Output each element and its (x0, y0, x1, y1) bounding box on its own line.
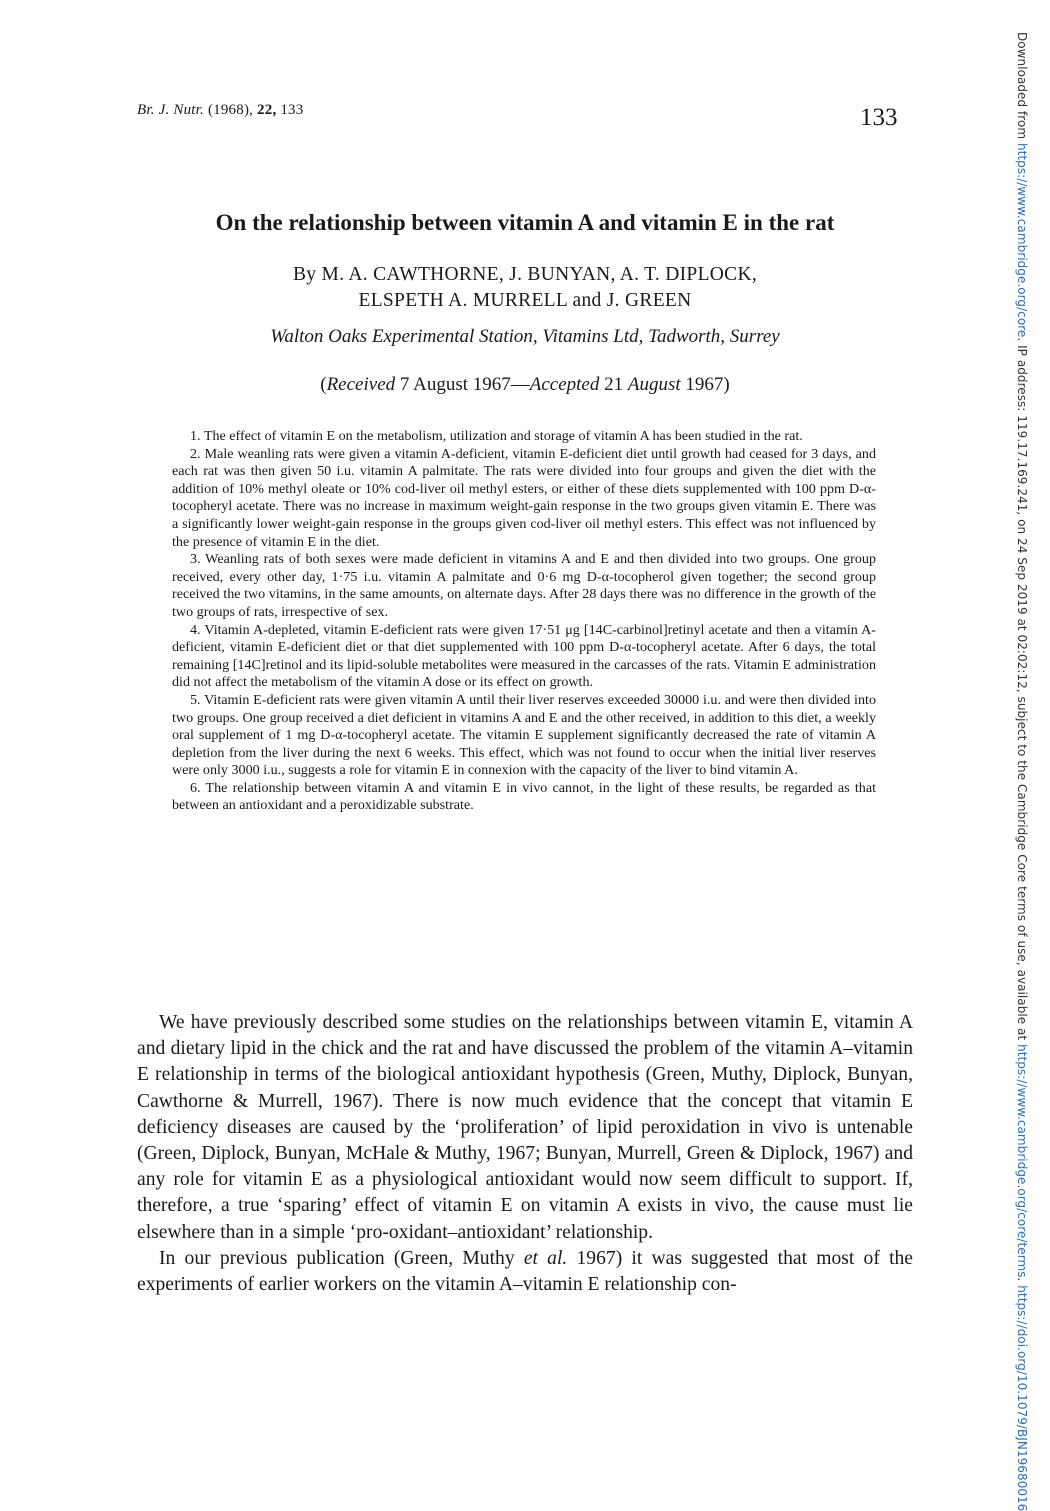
journal-page: 133 (280, 102, 304, 118)
received-open: ( (320, 374, 327, 395)
journal-reference (137, 102, 303, 119)
doi-link[interactable]: https://doi.org/10.1079/BJN19680016 (1015, 1285, 1029, 1511)
received-label: Received (326, 374, 396, 395)
download-notice (1015, 32, 1029, 1511)
et-al: et al. (523, 1247, 568, 1269)
accepted-month: August (627, 374, 681, 395)
abstract-point-1: 1. The effect of vitamin E on the metabolism, utilization and storage of vitamin A has been studied in the rat. (190, 428, 803, 444)
accepted-year: 1967) (680, 374, 730, 395)
paragraph-2-start: In our previous publication (Green, Muthy (159, 1247, 524, 1269)
main-text (137, 1010, 913, 1298)
author-line-2: ELSPETH A. MURRELL and J. GREEN (358, 290, 692, 311)
page-number: 133 (860, 104, 898, 131)
abstract-point-3: 3. Weanling rats of both sexes were made deficient in vitamins A and E and then divided into two groups. One group received, every other day, 1·75 i.u. vitamin A palmitate and 0·6 mg D-α-tocopherol given together; the second group received the two vitamins, in the same amounts, on alternate days. After 28 days there was no difference in the growth of the two groups of rats, irrespective of sex. (172, 551, 876, 620)
abstract-point-6: 6. The relationship between vitamin A and vitamin E in vivo cannot, in the light of these results, be regarded as that between an antioxidant and a peroxidizable substrate. (172, 779, 876, 814)
download-prefix: Downloaded from (1015, 32, 1029, 144)
paragraph-2-end: 1967) it was suggested that most of the experiments of earlier workers on the vitamin A–vitamin E relationship con- (137, 1247, 914, 1296)
accepted-day: 21 (599, 374, 628, 395)
accepted-label: Accepted (529, 374, 600, 395)
notice-separator: . (1015, 1277, 1029, 1286)
journal-name: Br. J. Nutr. (137, 102, 204, 118)
affiliation: Walton Oaks Experimental Station, Vitamins Ltd, Tadworth, Surrey (270, 326, 780, 347)
abstract-point-5: 5. Vitamin E-deficient rats were given vitamin A until their liver reserves exceeded 30000 i.u. and were then divided into two groups. One group received a diet deficient in vitamins A and E and the other received, in addition to this diet, a weekly oral supplement of 1 mg D-α-tocopheryl acetate. The vitamin E supplement significantly decreased the rate of vitamin A depletion from the liver during the next 6 weeks. This effect, which was not found to occur when the initial liver reserves were only 3000 i.u., suggests a role for vitamin E in connexion with the capacity of the liver to bind vitamin A. (172, 691, 876, 779)
journal-volume: 22, (257, 102, 277, 118)
abstract-point-4: 4. Vitamin A-depleted, vitamin E-deficient rats were given 17·51 μg [14C-carbinol]retinyl acetate and then a vitamin A-deficient, vitamin E-deficient diet or that diet supplemented with 100 ppm D-α-tocopheryl acetate. After 6 days, the total remaining [14C]retinol and its lipid-soluble metabolites were measured in the carcasses of the rats. Vitamin E administration did not affect the metabolism of the vitamin A dose or its effect on growth. (172, 621, 876, 691)
received-dates (137, 374, 913, 396)
terms-link[interactable]: https://www.cambridge.org/core/terms (1015, 1044, 1029, 1278)
received-day: 7 August (399, 374, 468, 395)
abstract-point-2: 2. Male weanling rats were given a vitamin A-deficient, vitamin E-deficient diet until growth had ceased for 3 days, and each rat was then given 50 i.u. vitamin A palmitate. The rats were divided into four groups and given the diet with the addition of 10% methyl oleate or 10% cod-liver oil methyl esters, or either of these diets supplemented with 100 ppm D-α-tocopheryl acetate. There was no increase in maximum weight-gain response in the two groups given vitamin E. There was a significantly lower weight-gain response in the groups given cod-liver oil methyl esters. This effect was not influenced by the presence of vitamin E in the diet. (172, 445, 876, 550)
received-year: 1967— (468, 374, 530, 395)
body-paragraph-1: We have previously described some studies on the relationships between vitamin E, vitamin A and dietary lipid in the chick and the rat and have discussed the problem of the vitamin A–vitamin E relationship in terms of the biological antioxidant hypothesis (Green, Muthy, Diplock, Bunyan, Cawthorne & Murrell, 1967). There is now much evidence that the concept that vitamin E deficiency diseases are caused by the ‘proliferation’ of lipid peroxidation in vivo is untenable (Green, Diplock, Bunyan, McHale & Muthy, 1967; Bunyan, Murrell, Green & Diplock, 1967) and any role for vitamin E as a physiological antioxidant would now seem difficult to support. If, therefore, a true ‘sparing’ effect of vitamin E on vitamin A exists in vivo, the cause must lie elsewhere than in a simple ‘pro-oxidant–antioxidant’ relationship. (137, 1012, 913, 1243)
cambridge-core-link[interactable]: https://www.cambridge.org/core (1015, 143, 1029, 338)
author-list (137, 262, 913, 314)
article-title: On the relationship between vitamin A and vitamin E in the rat (215, 210, 835, 235)
abstract (172, 428, 876, 815)
journal-year: (1968), (207, 102, 254, 118)
ip-notice: . IP address: 119.17.169.241, on 24 Sep 2019 at 02:02:12, subject to the Cambridge Core terms of use, available at (1015, 337, 1029, 1045)
body-paragraph-2 (137, 1246, 913, 1298)
author-line-1: By M. A. CAWTHORNE, J. BUNYAN, A. T. DIPLOCK, (292, 264, 758, 285)
